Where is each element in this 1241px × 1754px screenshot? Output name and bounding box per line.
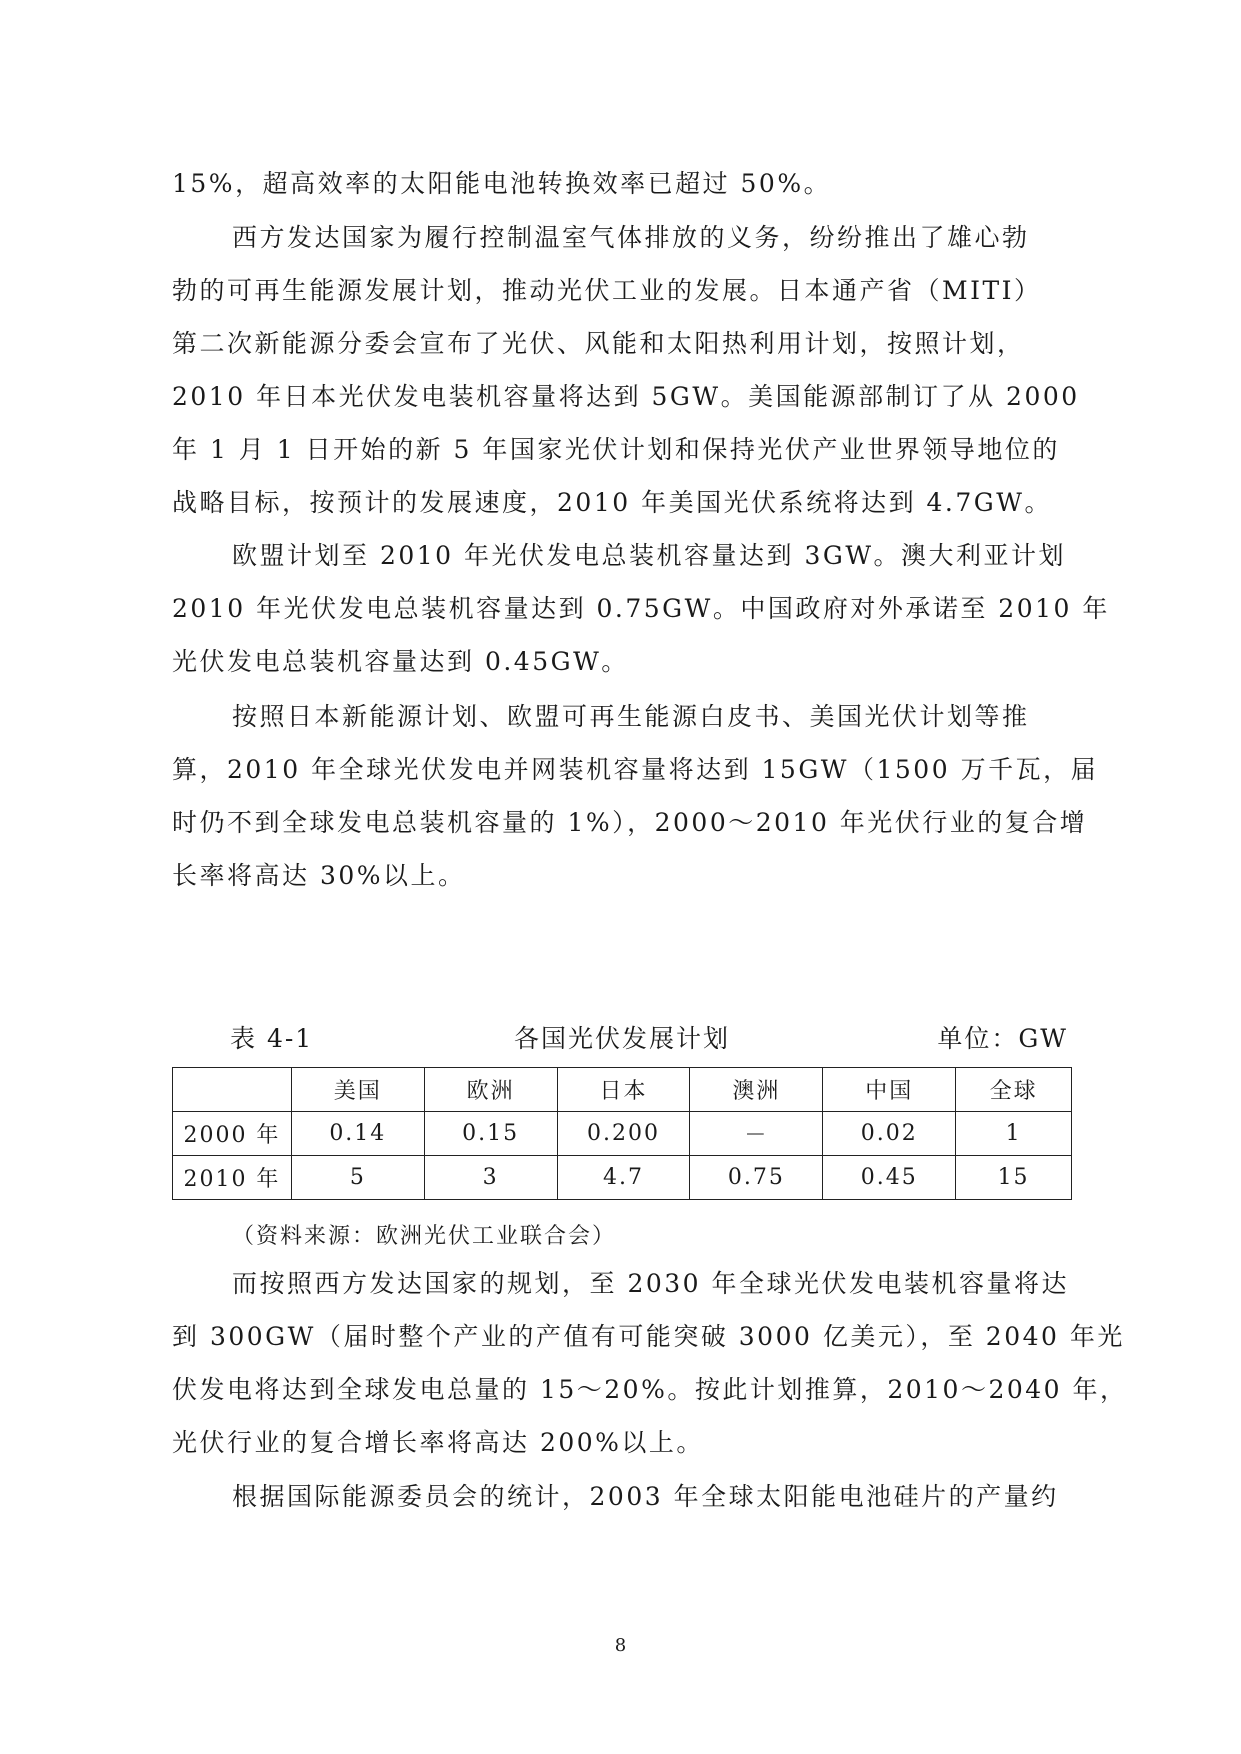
paragraph-start-line: 欧盟计划至 2010 年光伏发电总装机容量达到 3GW。澳大利亚计划: [232, 541, 1067, 570]
page-number: 8: [614, 1635, 627, 1656]
table-row-label: 2000 年: [173, 1112, 292, 1156]
body-text-line: 光伏发电总装机容量达到 0.45GW。: [172, 647, 629, 676]
table-header-cell: 中国: [823, 1068, 956, 1112]
table-row: [173, 1156, 1072, 1200]
table-unit: 单位：GW: [937, 1024, 1068, 1053]
table-corner-cell: [173, 1068, 292, 1112]
table-cell: 0.02: [823, 1112, 956, 1156]
body-text-line: 光伏行业的复合增长率将高达 200%以上。: [172, 1428, 704, 1457]
body-text-line: 2010 年日本光伏发电装机容量将达到 5GW。美国能源部制订了从 2000: [172, 382, 1080, 411]
body-text-line: 伏发电将达到全球发电总量的 15～20%。按此计划推算，2010～2040 年，: [172, 1375, 1128, 1404]
table-source-note: （资料来源：欧洲光伏工业联合会）: [232, 1224, 617, 1249]
table-title: 各国光伏发展计划: [513, 1024, 730, 1053]
paragraph-start-line: 而按照西方发达国家的规划，至 2030 年全球光伏发电装机容量将达: [232, 1269, 1070, 1298]
body-text-line: 战略目标，按预计的发展速度，2010 年美国光伏系统将达到 4.7GW。: [172, 488, 1052, 517]
table-cell: 5: [291, 1156, 424, 1200]
table-header-cell: 澳洲: [690, 1068, 823, 1112]
table-cell: 0.200: [557, 1112, 690, 1156]
table-cell: 4.7: [557, 1156, 690, 1200]
body-text-line: 算，2010 年全球光伏发电并网装机容量将达到 15GW（1500 万千瓦，届: [172, 755, 1099, 784]
table-row: [173, 1112, 1072, 1156]
table-row-label: 2010 年: [173, 1156, 292, 1200]
table-number: 表 4-1: [230, 1024, 314, 1053]
body-text-line: 到 300GW（届时整个产业的产值有可能突破 3000 亿美元），至 2040 年光: [172, 1322, 1125, 1351]
table-header-cell: 美国: [291, 1068, 424, 1112]
table-cell: 0.14: [291, 1112, 424, 1156]
body-text-line: 2010 年光伏发电总装机容量达到 0.75GW。中国政府对外承诺至 2010 年: [172, 594, 1110, 623]
body-text-line: 年 1 月 1 日开始的新 5 年国家光伏计划和保持光伏产业世界领导地位的: [172, 435, 1060, 464]
body-text-line: 15%，超高效率的太阳能电池转换效率已超过 50%。: [172, 169, 832, 198]
table-cell: 15: [956, 1156, 1072, 1200]
body-text-line: 时仍不到全球发电总装机容量的 1%），2000～2010 年光伏行业的复合增: [172, 808, 1088, 837]
table-cell: 0.45: [823, 1156, 956, 1200]
table-header-cell: 日本: [557, 1068, 690, 1112]
table-header-cell: 全球: [956, 1068, 1072, 1112]
table-cell: 0.75: [690, 1156, 823, 1200]
body-text-line: 第二次新能源分委会宣布了光伏、风能和太阳热利用计划，按照计划，: [172, 329, 1025, 358]
table-header-cell: 欧洲: [424, 1068, 557, 1112]
body-text-line: 勃的可再生能源发展计划，推动光伏工业的发展。日本通产省（MITI）: [172, 276, 1042, 305]
body-text-line: 长率将高达 30%以上。: [172, 861, 466, 890]
paragraph-start-line: 西方发达国家为履行控制温室气体排放的义务，纷纷推出了雄心勃: [232, 223, 1030, 252]
pv-plan-table: [172, 1067, 1072, 1200]
table-cell: 0.15: [424, 1112, 557, 1156]
table-cell: 3: [424, 1156, 557, 1200]
table-cell: －: [690, 1112, 823, 1156]
paragraph-start-line: 按照日本新能源计划、欧盟可再生能源白皮书、美国光伏计划等推: [232, 702, 1030, 731]
table-caption: [172, 1022, 1072, 1056]
table-cell: 1: [956, 1112, 1072, 1156]
paragraph-start-line: 根据国际能源委员会的统计，2003 年全球太阳能电池硅片的产量约: [232, 1482, 1059, 1511]
table-header-row: [173, 1068, 1072, 1112]
